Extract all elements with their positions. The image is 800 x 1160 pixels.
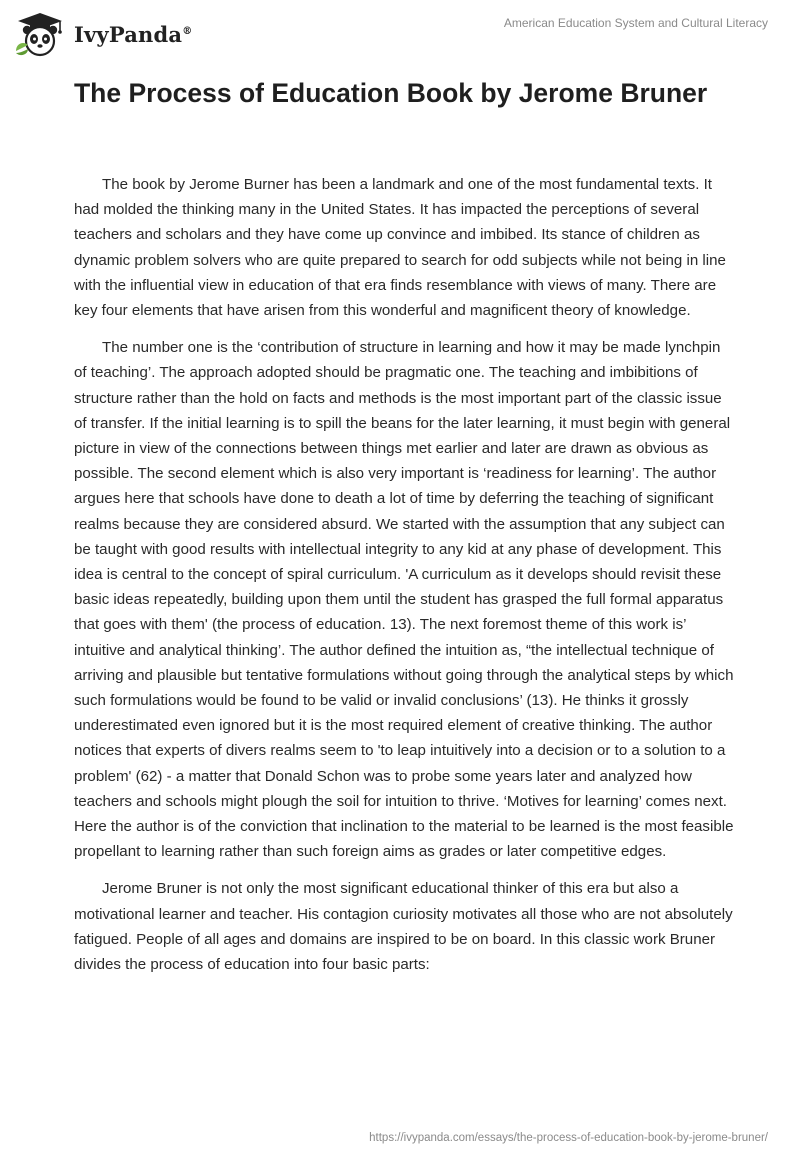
panda-graduate-icon (14, 11, 66, 57)
paragraph-1: The book by Jerome Burner has been a landmark and one of the most fundamental texts. It had molded the thinking many in the United States. It has impacted the perceptions of several teachers and scholars and they have come up convince and imbibed. Its stance of children as dynamic problem solvers who are quite prepared to search for odd subjects while not being in line with the influential view in education of that era finds resemblance with views of many. There are key four elements that have arisen from this wonderful and magnificent theory of knowledge. (74, 176, 726, 320)
brand-name: IvyPanda® (74, 21, 193, 47)
source-url[interactable]: https://ivypanda.com/essays/the-process-of-education-book-by-jerome-bruner/ (369, 1132, 768, 1144)
running-title: American Education System and Cultural Literacy (503, 16, 768, 30)
paragraph-2: The number one is the ‘contribution of structure in learning and how it may be made lynchpin of teaching’. The approach adopted should be pragmatic one. The teaching and imbibitions of structure rather than the hold on facts and methods is the most important part of the classic issue of transfer. If the initial learning is to spill the beans for the later learning, it must begin with general picture in view of the connections between things met earlier and later are drawn as obvious as possible. The second element which is also very important is ‘readiness for learning’. The author argues here that schools have done to death a lot of time by deferring the teaching of significant realms because they are considered absurd. We started with the assumption that any subject can be taught with good results with intellectual integrity to any kid at any phase of development. This idea is central to the concept of spiral curriculum. 'A curriculum as it develops should revisit these basic ideas repeatedly, building upon them until the student has grasped the full formal apparatus that goes with them' (the process of education. 13). The next foremost theme of this work is’ intuitive and analytical thinking’. The author defined the intuition as, “the intellectual technique of arriving and plausible but tentative formulations without going through the analytical steps by which such formulations would be found to be valid or invalid conclusions’ (13). He thinks it grossly underestimated even ignored but it is the most required element of creative thinking. The author notices that experts of divers realms seem to 'to leap intuitively into a decision or to a solution to a problem' (62) - a matter that Donald Schon was to probe some years later and analyzed how teachers and schools might plough the soil for intuition to thrive. ‘Motives for learning’ comes next. Here the author is of the conviction that inclination to the material to be learned is the most feasible propellant to learning rather than such foreign aims as grades or later competitive edges. (74, 339, 734, 861)
paragraph-3: Jerome Bruner is not only the most significant educational thinker of this era but also a motivational learner and teacher. His contagion curiosity motivates all those who are not absolutely fatigued. People of all ages and domains are inspired to be on board. In this classic work Bruner divides the process of education into four basic parts: (74, 880, 733, 974)
article-body (74, 172, 734, 989)
page-title: The Process of Education Book by Jerome Bruner (74, 78, 708, 108)
ivypanda-logo[interactable] (14, 10, 194, 58)
page-header (0, 0, 800, 64)
